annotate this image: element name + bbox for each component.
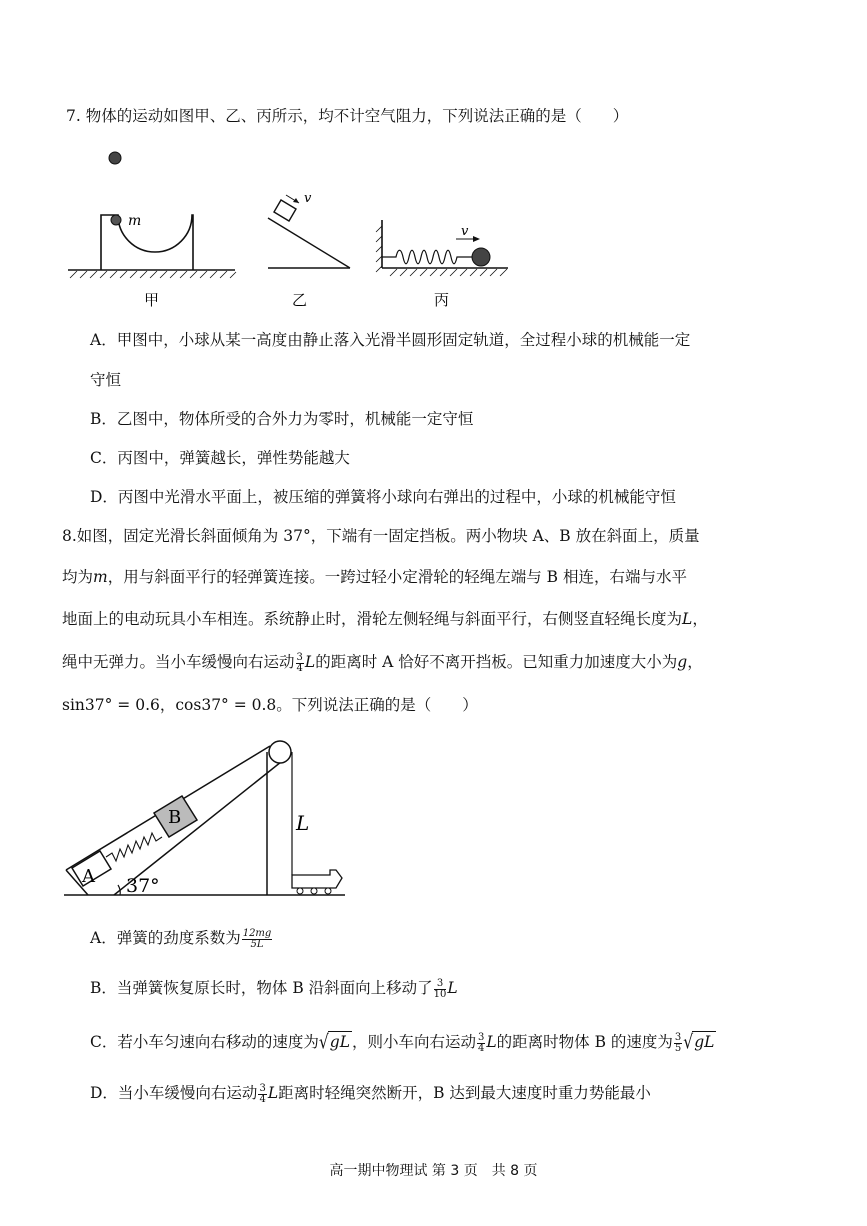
wall-hatch — [376, 226, 382, 272]
label-m: m — [128, 213, 142, 229]
spring — [382, 250, 474, 264]
q8-option-c: C．若小车匀速向右移动的速度为√gL ，则小车向右运动 $\frac{3}{4}$ L的距离时物体 B 的速度为 $\frac{3}{5}$ √gL — [90, 1030, 715, 1054]
q7-option-c: C．丙图中，弹簧越长，弹性势能越大 — [90, 449, 350, 467]
block — [274, 200, 296, 221]
q8-option-b: B．当弹簧恢复原长时，物体 B 沿斜面向上移动了 $\frac{3}{10}$ L — [90, 977, 458, 1000]
q8-figure — [60, 730, 360, 905]
figure-yi — [268, 191, 350, 268]
label-l: L — [296, 811, 310, 835]
ball-bing — [472, 248, 490, 266]
label-bing: 丙 — [434, 291, 450, 309]
fraction-12mg-5l: $\frac{12mg}{5L}$ — [242, 927, 272, 950]
q7-option-a-line1: A．甲图中，小球从某一高度由静止落入光滑半圆形固定轨道，全过程小球的机械能一定 — [90, 331, 691, 349]
q7-option-d: D．丙图中光滑水平面上，被压缩的弹簧将小球向右弹出的过程中，小球的机械能守恒 — [90, 488, 676, 506]
fraction-3-4: $\frac{3}{4}$ — [296, 651, 303, 674]
q7-figure — [60, 140, 520, 315]
ball-m — [111, 215, 121, 225]
q8-stem-line2: 均为m，用与斜面平行的轻弹簧连接。一跨过轻小定滑轮的轻绳左端与 B 相连，右端与水平 — [62, 568, 687, 586]
page-footer: 高一期中物理试 第 3 页 共 8 页 — [329, 1163, 538, 1179]
q8-stem-line3: 地面上的电动玩具小车相连。系统静止时，滑轮左侧轻绳与斜面平行，右侧竖直轻绳长度为L， — [62, 610, 708, 628]
q7-stem: 7. 物体的运动如图甲、乙、丙所示，均不计空气阻力，下列说法正确的是（ ） — [66, 107, 629, 125]
q7-option-b: B．乙图中，物体所受的合外力为零时，机械能一定守恒 — [90, 410, 474, 428]
q8-stem-line1: 8.如图，固定光滑长斜面倾角为 37°，下端有一固定挡板。两小物块 A、B 放在斜面上，质量 — [62, 527, 700, 545]
q8-option-a: A．弹簧的劲度系数为 $\frac{12mg}{5L}$ — [90, 927, 272, 950]
label-yi: 乙 — [292, 291, 308, 309]
spring-ab — [106, 833, 162, 861]
falling-ball — [109, 152, 121, 164]
fraction-3-10: $\frac{3}{10}$ — [433, 977, 447, 1000]
label-b: B — [168, 807, 182, 828]
label-a: A — [82, 866, 95, 887]
label-v-yi: v — [304, 191, 312, 206]
label-v-bing: v — [461, 224, 469, 239]
label-jia: 甲 — [144, 291, 160, 309]
ground-hatch-bing — [390, 269, 507, 276]
q8-option-d: D．当小车缓慢向右运动 $\frac{3}{4}$ L距离时轻绳突然断开，B 达到最大速度时重力势能最小 — [90, 1082, 651, 1105]
q8-stem-line5: sin37° = 0.6，cos37° = 0.8。下列说法正确的是（ ） — [62, 696, 478, 714]
ground-hatch-jia — [70, 271, 236, 278]
figure-jia — [68, 213, 236, 278]
figure-bing — [376, 220, 508, 276]
label-angle: 37° — [126, 875, 160, 897]
toy-car — [292, 870, 342, 894]
q7-option-a-line2: 守恒 — [90, 371, 122, 389]
pulley — [269, 741, 291, 763]
q8-stem-line4: 绳中无弹力。当小车缓慢向右运动 $\frac{3}{4}$ L的距离时 A 恰好不离开挡板。已知重力加速度大小为g， — [62, 651, 703, 674]
